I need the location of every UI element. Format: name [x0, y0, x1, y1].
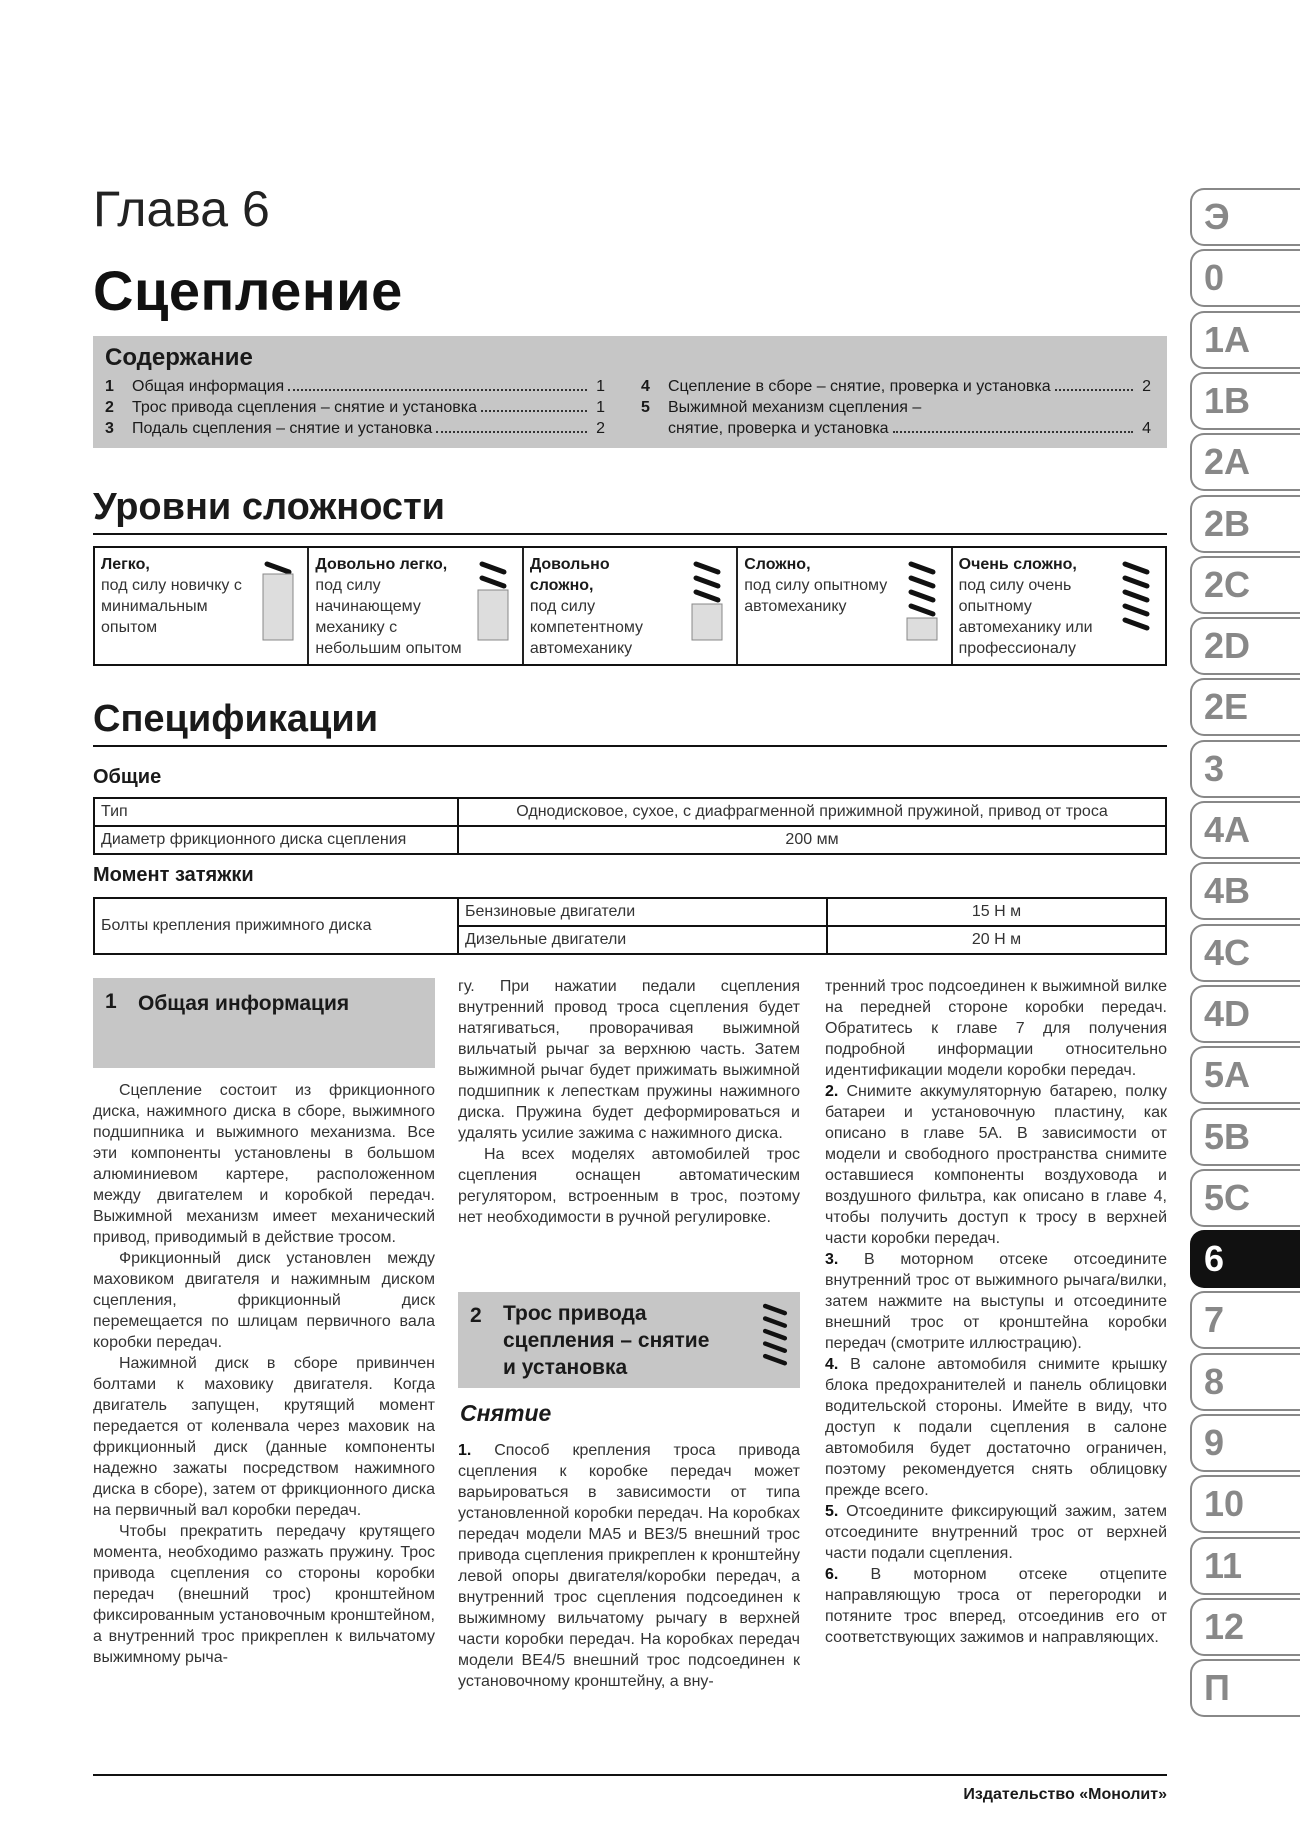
engine-type: Дизельные двигатели	[458, 926, 827, 954]
toc-item-number: 4	[641, 378, 650, 395]
chapter-tab[interactable]: 4В	[1190, 862, 1300, 920]
toc-item-page: 1	[596, 378, 605, 395]
torque-specs-table	[93, 897, 1167, 955]
toc-item-label: Сцепление в сборе – снятие, проверка и установка	[668, 378, 1051, 395]
level-easy	[95, 548, 309, 664]
step-text: Снимите аккумуляторную батарею, полку батареи и установочную пластину, как описано в главе 5А. В зависимости от модели и свободного пространства снимите оставшиеся компоненты воздуховода и воздушного фильтра, как описано в главе 4, чтобы получить доступ к тросу в верхней части коробки передач.	[825, 1083, 1167, 1247]
level-label: Довольно легко,	[315, 556, 448, 573]
chapter-tab[interactable]: 2D	[1190, 617, 1300, 675]
level-description: под силу компетентному автомеханику	[529, 598, 644, 657]
spec-label: Диаметр фрикционного диска сцепления	[94, 826, 458, 854]
chapter-tab[interactable]: 4А	[1190, 801, 1300, 859]
table-row	[94, 798, 1166, 826]
chapter-tab[interactable]: 1А	[1190, 311, 1300, 369]
paragraph: На всех моделях автомобилей трос сцепления оснащен автоматическим регулятором, встроенным в трос, поэтому нет необходимости в ручной регулировке.	[458, 1146, 800, 1226]
level-description: под силу очень опытному автомеханику или профессионалу	[958, 577, 1093, 657]
chapter-tab[interactable]: 4С	[1190, 924, 1300, 982]
level-very-hard	[953, 548, 1165, 664]
toc-item-number: 5	[641, 399, 650, 416]
chapter-tab[interactable]: 8	[1190, 1353, 1300, 1411]
toc-item-label: Общая информация	[132, 378, 285, 395]
publisher-name: Издательство «Монолит»	[963, 1786, 1167, 1803]
step-number: 6.	[825, 1566, 839, 1583]
spec-value: 200 мм	[458, 826, 1166, 854]
chapter-tab[interactable]: 10	[1190, 1475, 1300, 1533]
page-title: Сцепление	[93, 259, 403, 322]
chapter-tab[interactable]: 5В	[1190, 1108, 1300, 1166]
chapter-tab[interactable]: 0	[1190, 249, 1300, 307]
wrench-icon-difficulty	[758, 1298, 792, 1382]
step-5	[825, 1501, 1167, 1564]
toc-item-number: 3	[105, 420, 114, 437]
level-description: под силу новичку с минимальным опытом	[101, 577, 242, 636]
toc-item-page: 4	[1142, 420, 1151, 437]
wrench-icon-1	[259, 560, 297, 644]
step-number: 1.	[458, 1442, 472, 1459]
toc-item-number: 1	[105, 378, 114, 395]
column-2-steps	[458, 1440, 800, 1692]
section-title-line: и установка	[503, 1356, 628, 1379]
chapter-tab[interactable]: 2С	[1190, 556, 1300, 614]
chapter-label: Глава 6	[93, 181, 270, 237]
step-6	[825, 1564, 1167, 1648]
column-2-text	[458, 976, 800, 1228]
level-label: Довольно сложно,	[529, 556, 610, 594]
table-row	[94, 898, 1166, 926]
engine-type: Бензиновые двигатели	[458, 898, 827, 926]
wrench-icon-4	[903, 560, 941, 644]
step-text: Отсоедините фиксирующий зажим, затем отсоедините внутренний трос от верхней части подали сцепления.	[825, 1503, 1167, 1562]
specs-heading: Спецификации	[93, 698, 1167, 747]
paragraph: Фрикционный диск установлен между маховиком двигателя и нажимным диском сцепления, фрикционный диск перемещается по шлицам первичного вала коробки передач.	[93, 1250, 435, 1351]
section-number: 1	[105, 990, 117, 1013]
footer-divider	[93, 1774, 1167, 1776]
step-text: В салоне автомобиля снимите крышку блока предохранителей и панель облицовки водительской стороны. Имейте в виду, что доступ к подали сцепления в салоне автомобиля будет достаточно ограничен, поэтому рекомендуется снять облицовку прежде всего.	[825, 1356, 1167, 1499]
step-number: 3.	[825, 1251, 839, 1268]
chapter-tab[interactable]: 4D	[1190, 985, 1300, 1043]
step-1	[458, 1440, 800, 1692]
section-2-box	[458, 1292, 800, 1388]
section-title	[503, 1300, 709, 1381]
torque-value: 20 Н м	[827, 926, 1166, 954]
step-number: 2.	[825, 1083, 839, 1100]
chapter-tab[interactable]: 5С	[1190, 1169, 1300, 1227]
chapter-tab[interactable]: 9	[1190, 1414, 1300, 1472]
level-label: Очень сложно,	[958, 556, 1077, 573]
chapter-tab[interactable]: П	[1190, 1659, 1300, 1717]
toc-item-continued[interactable]	[641, 418, 1151, 439]
section-1-box	[93, 978, 435, 1068]
chapter-tab[interactable]: 7	[1190, 1291, 1300, 1349]
wrench-icon-2	[474, 560, 512, 644]
difficulty-levels	[93, 546, 1167, 666]
toc-item-label: Выжимной механизм сцепления –	[668, 399, 922, 416]
torque-value: 15 Н м	[827, 898, 1166, 926]
toc-item[interactable]	[641, 397, 1151, 418]
toc-item[interactable]	[105, 376, 605, 397]
step-text: В моторном отсеке отцепите направляющую троса от перегородки и потяните трос вперед, отсоединив его от соответствующих зажимов и направляющих.	[825, 1566, 1167, 1646]
toc-item-page: 2	[1142, 378, 1151, 395]
level-description: под силу опытному автомеханику	[744, 577, 888, 615]
toc-item-page: 2	[596, 420, 605, 437]
paragraph: гу. При нажатии педали сцепления внутренний провод троса сцепления будет натягиваться, проворачивая выжимной вильчатый рычаг за верхнюю часть. Затем выжимной рычаг будет прижимать выжимной подшипник к лепесткам пружины нажимного диска. Пружина будет деформироваться и удалять усилие зажима с нажимного диска.	[458, 978, 800, 1142]
level-label: Легко,	[101, 556, 150, 573]
toc-heading: Содержание	[105, 344, 253, 371]
chapter-tab[interactable]: 12	[1190, 1598, 1300, 1656]
step-text: В моторном отсеке отсоедините внутренний трос от выжимного рычага/вилки, затем нажмите на выступы и отсоедините внешний трос от кронштейна коробки передач (смотрите иллюстрацию).	[825, 1251, 1167, 1352]
toc-item-label: Трос привода сцепления – снятие и установка	[132, 399, 478, 416]
chapter-tab[interactable]: 2А	[1190, 433, 1300, 491]
levels-heading: Уровни сложности	[93, 486, 1167, 535]
chapter-tab[interactable]: 2В	[1190, 495, 1300, 553]
wrench-icon-3	[688, 560, 726, 644]
toc-item-page: 1	[596, 399, 605, 416]
subheading-removal: Снятие	[460, 1400, 552, 1426]
torque-label: Болты крепления прижимного диска	[94, 898, 458, 954]
section-number: 2	[470, 1304, 482, 1327]
chapter-tab[interactable]: Э	[1190, 188, 1300, 246]
level-fairly-hard	[524, 548, 738, 664]
step-text: Способ крепления троса привода сцепления к коробке передач может варьироваться в зависимости от типа установленной коробки передач. На коробках передач модели MA5 и BE3/5 внешний трос привода сцепления прикреплен к кронштейну левой опоры двигателя/коробки передач, а внутренний трос сцепления подсоединен к выжимному вильчатому рычагу в верхней части коробки передач. На коробках передач модели BE4/5 внешний трос подсоединен к установочному кронштейну, а вну-	[458, 1442, 800, 1690]
step-number: 5.	[825, 1503, 839, 1520]
toc-item[interactable]	[105, 418, 605, 439]
specs-torque-heading: Момент затяжки	[93, 864, 254, 886]
level-fairly-easy	[309, 548, 523, 664]
toc-item[interactable]	[105, 397, 605, 418]
level-hard	[738, 548, 952, 664]
section-title-line: сцепления – снятие	[503, 1329, 710, 1352]
spec-value: Однодисковое, сухое, с диафрагменной прижимной пружиной, привод от троса	[458, 798, 1166, 826]
wrench-icon-5	[1117, 560, 1155, 644]
step-number: 4.	[825, 1356, 839, 1373]
column-3-text	[825, 976, 1167, 1648]
chapter-tab[interactable]: 1В	[1190, 372, 1300, 430]
paragraph: Сцепление состоит из фрикционного диска, нажимного диска в сборе, выжимного подшипника и выжимного механизма. Все эти компоненты установлены в большом алюминиевом картере, расположенном между двигателем и коробкой передач. Выжимной механизм имеет механический привод, приводимый в действие тросом.	[93, 1082, 435, 1246]
table-row	[94, 826, 1166, 854]
table-of-contents	[93, 336, 1167, 448]
step-2	[825, 1081, 1167, 1249]
spec-label: Тип	[94, 798, 458, 826]
step-3	[825, 1249, 1167, 1354]
specs-general-heading: Общие	[93, 766, 162, 788]
chapter-tab[interactable]: 3	[1190, 740, 1300, 798]
general-specs-table	[93, 797, 1167, 855]
level-label: Сложно,	[744, 556, 811, 573]
toc-item-label: Подаль сцепления – снятие и установка	[132, 420, 433, 437]
paragraph: Нажимной диск в сборе привинчен болтами к маховику двигателя. Когда двигатель запущен, крутящий момент передается от коленвала через маховик на фрикционный диск (данные компоненты надежно зажаты посредством нажимного диска в сборе), затем от фрикционного диска на первичный вал коробки передач.	[93, 1355, 435, 1519]
chapter-tab[interactable]: 11	[1190, 1537, 1300, 1595]
chapter-tab[interactable]: 6	[1190, 1230, 1300, 1288]
section-title: Общая информация	[138, 992, 350, 1015]
toc-item[interactable]	[641, 376, 1151, 397]
chapter-tab[interactable]: 2Е	[1190, 678, 1300, 736]
paragraph: тренний трос подсоединен к выжимной вилке на передней стороне коробки передач. Обратитесь к главе 7 для получения подробной информации относительно идентификации модели коробки передач.	[825, 978, 1167, 1079]
toc-item-number: 2	[105, 399, 114, 416]
chapter-tab[interactable]: 5А	[1190, 1046, 1300, 1104]
paragraph: Чтобы прекратить передачу крутящего момента, необходимо разжать пружину. Трос привода сцепления со стороны коробки передач (внешний трос) кронштейном фиксированным установочным кронштейном, а внутренний трос прикреплен к вильчатому выжимному рыча-	[93, 1523, 435, 1666]
step-4	[825, 1354, 1167, 1501]
column-1-text	[93, 1080, 435, 1668]
toc-item-label: снятие, проверка и установка	[668, 420, 889, 437]
section-title-line: Трос привода	[503, 1302, 647, 1325]
level-description: под силу начинающему механику с небольшим опытом	[315, 577, 462, 657]
